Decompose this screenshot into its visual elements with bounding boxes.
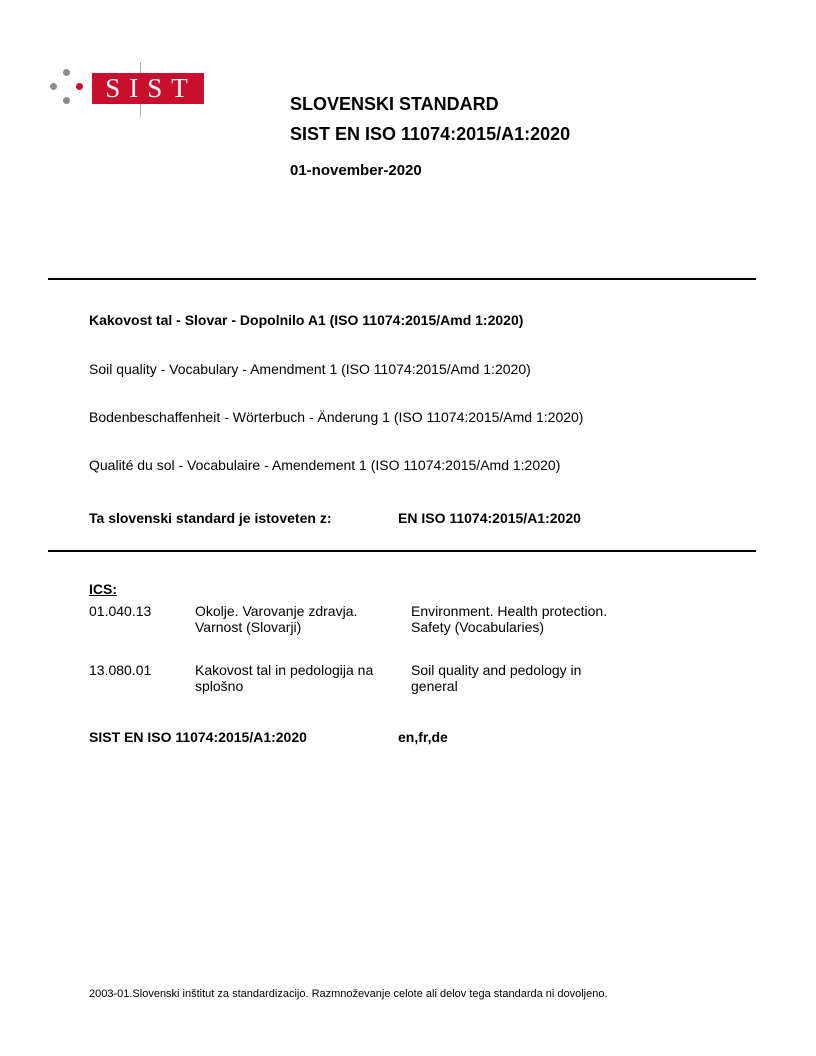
ics-description-en: Soil quality and pedology in general [411,662,582,694]
publication-date: 01-november-2020 [290,162,422,179]
ics-description-en: Environment. Health protection. Safety (Vocabularies) [411,603,608,635]
document-code: SIST EN ISO 11074:2015/A1:2020 [89,729,307,745]
ics-row [89,662,629,694]
identical-label: Ta slovenski standard je istoveten z: [89,510,332,526]
standard-number: SIST EN ISO 11074:2015/A1:2020 [290,124,571,144]
ics-code: 13.080.01 [89,662,152,678]
document-languages: en,fr,de [398,729,448,745]
identical-value: EN ISO 11074:2015/A1:2020 [398,510,581,526]
top-divider [48,278,756,280]
copyright-notice: 2003-01.Slovenski inštitut za standardizacijo. Razmnoževanje celote ali delov tega standarda ni dovoljeno. [89,988,608,1000]
ics-code: 01.040.13 [89,603,152,619]
title-german: Bodenbeschaffenheit - Wörterbuch - Änderung 1 (ISO 11074:2015/Amd 1:2020) [89,409,584,425]
ics-description-sl: Kakovost tal in pedologija na splošno [195,662,374,694]
ics-description-sl: Okolje. Varovanje zdravja. Varnost (Slovarji) [195,603,358,635]
logo-dot-right-red [76,83,83,90]
ics-label: ICS: [89,581,117,597]
logo-dot-left [50,83,57,90]
logo-dot-bottom [63,97,70,104]
logo-wordmark: SIST [92,73,204,104]
logo-dot-top [63,69,70,76]
title-english: Soil quality - Vocabulary - Amendment 1 (ISO 11074:2015/Amd 1:2020) [89,361,531,377]
title-french: Qualité du sol - Vocabulaire - Amendement 1 (ISO 11074:2015/Amd 1:2020) [89,457,561,473]
ics-row [89,603,629,651]
standard-heading: SLOVENSKI STANDARD [290,94,499,114]
title-slovenian: Kakovost tal - Slovar - Dopolnilo A1 (ISO 11074:2015/Amd 1:2020) [89,312,524,328]
middle-divider [48,550,756,552]
